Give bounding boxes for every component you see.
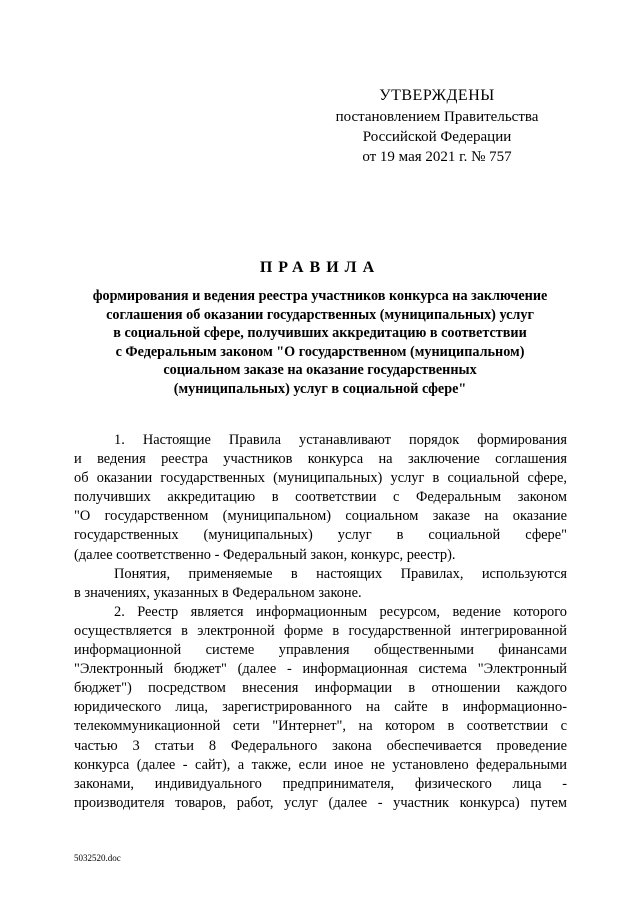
document-subtitle xyxy=(70,287,570,398)
document-body xyxy=(74,431,567,813)
subtitle-line: социальном заказе на оказание государственных xyxy=(163,362,477,378)
subtitle-line: с Федеральным законом "О государственном (муниципальном) xyxy=(115,343,525,360)
body-line: "Электронный бюджет" (далее - информационная система "Электронный xyxy=(74,661,567,678)
body-line: производителя товаров, работ, услуг (далее - участник конкурса) путем xyxy=(74,794,567,811)
body-line: об оказании государственных (муниципальных) услуг в социальной сфере, xyxy=(74,470,567,487)
file-reference: 5032520.doc xyxy=(74,853,121,863)
subtitle-line: соглашения об оказании государственных (муниципальных) услуг xyxy=(106,306,534,323)
subtitle-line: в социальной сфере, получивших аккредитацию в соответствии xyxy=(113,325,527,341)
body-line: юридического лица, зарегистрированного на сайте в информационно- xyxy=(74,699,567,716)
body-line: 2. Реестр является информационным ресурсом, ведение которого xyxy=(114,603,567,620)
body-line: в значениях, указанных в Федеральном законе. xyxy=(74,584,362,601)
body-line: информационной системе управления общественными финансами xyxy=(74,642,567,659)
approval-line: постановлением Правительства xyxy=(335,109,539,125)
subtitle-line: (муниципальных) услуг в социальной сфере" xyxy=(173,380,467,397)
paragraph-2 xyxy=(74,565,567,603)
paragraph-1 xyxy=(74,431,567,565)
paragraph-3 xyxy=(74,603,567,813)
document-title: ПРАВИЛА xyxy=(259,259,381,276)
approval-line: Российской Федерации xyxy=(362,129,512,145)
body-line: бюджет") посредством внесения информации в отношении каждого xyxy=(74,680,567,697)
approval-stamp xyxy=(312,86,562,167)
body-line: и ведения реестра участников конкурса на заключение соглашения xyxy=(74,451,567,468)
body-line: законами, индивидуального предпринимателя, физического лица - xyxy=(74,775,567,792)
body-line: конкурса (далее - сайт), а также, если иное не установлено федеральными xyxy=(74,756,567,773)
approval-heading: УТВЕРЖДЕНЫ xyxy=(379,87,495,104)
body-line: (далее соответственно - Федеральный закон, конкурс, реестр). xyxy=(74,546,456,563)
body-line: телекоммуникационной сети "Интернет", на котором в соответствии с xyxy=(74,718,567,735)
body-line: "О государственном (муниципальном) социальном заказе на оказание xyxy=(74,508,567,525)
body-line: осуществляется в электронной форме в государственной интегрированной xyxy=(74,622,567,639)
approval-date-number: от 19 мая 2021 г. № 757 xyxy=(362,149,512,165)
body-line: 1. Настоящие Правила устанавливают порядок формирования xyxy=(114,432,567,448)
subtitle-line: формирования и ведения реестра участников конкурса на заключение xyxy=(92,288,548,304)
body-line: Понятия, применяемые в настоящих Правилах, используются xyxy=(114,565,567,582)
body-line: получивших аккредитацию в соответствии с Федеральным законом xyxy=(74,489,567,506)
body-line: государственных (муниципальных) услуг в социальной сфере" xyxy=(74,527,567,544)
body-line: частью 3 статьи 8 Федерального закона обеспечивается проведение xyxy=(74,737,567,754)
